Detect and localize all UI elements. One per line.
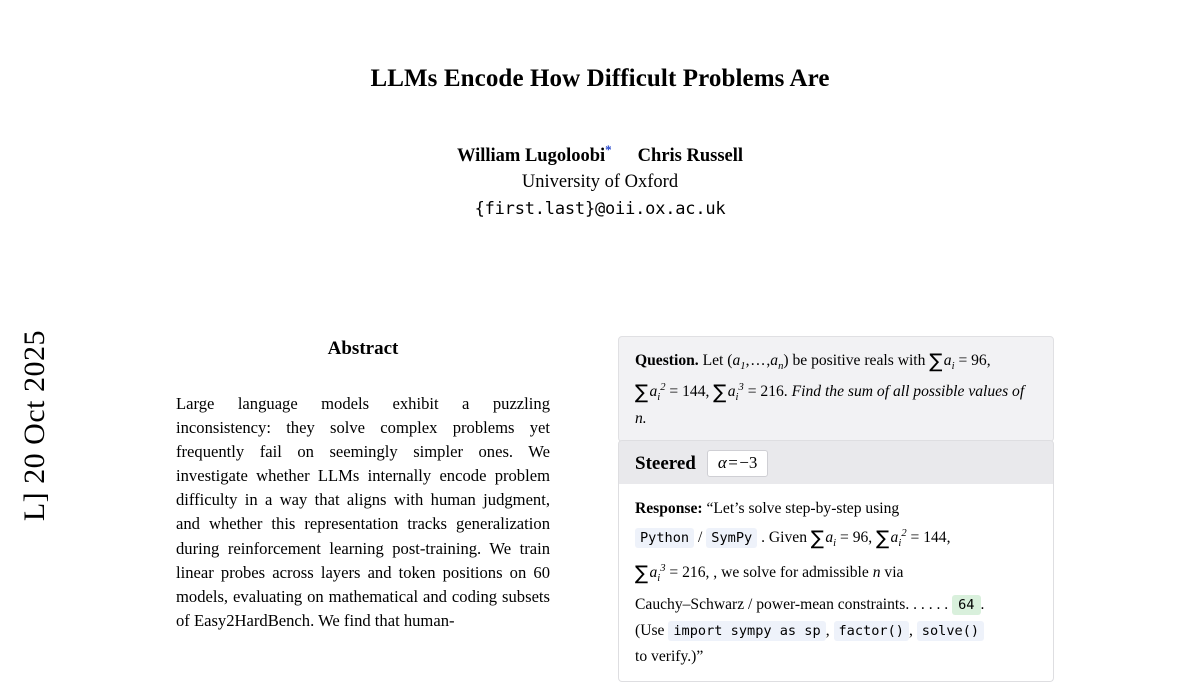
question-box: [618, 336, 1054, 442]
tool-name-python: Python: [635, 528, 694, 548]
author-name-1: William Lugoloobi: [456, 146, 606, 167]
code-comma-1: ,: [825, 621, 830, 639]
abstract-heading: Abstract: [327, 338, 399, 359]
page-title: LLMs Encode How Difficult Problems Are: [370, 64, 830, 92]
affiliation: University of Oxford: [521, 172, 679, 192]
contact-email: {first.last}@oii.ox.ac.uk: [474, 199, 726, 219]
author-footnote-marker: *: [605, 142, 612, 157]
response-line-6: to verify.)”: [635, 647, 704, 665]
response-line-3-post: via: [884, 564, 904, 582]
alpha-number: −3: [739, 453, 758, 472]
steered-header: [618, 440, 1054, 487]
response-box: [618, 484, 1054, 682]
tool-name-sympy: SymPy: [706, 528, 757, 548]
code-comma-2: ,: [908, 621, 913, 639]
question-label: Question.: [635, 352, 699, 369]
response-line-1: “Let’s solve step-by-step using: [706, 500, 900, 517]
code-solve: solve(): [917, 621, 984, 641]
alpha-value-chip: α = −3: [707, 450, 768, 477]
response-eq-2: ∑ $a_i^2 = 144$,: [876, 526, 951, 550]
author-list: [0, 142, 1200, 167]
tool-separator: /: [698, 529, 703, 547]
response-eq-3: ∑ $a_i^3 = 216$,: [635, 561, 710, 585]
alpha-symbol: α: [717, 453, 727, 472]
response-line-3: , we solve for admissible: [713, 564, 869, 582]
answer-chip: 64: [952, 595, 980, 615]
arxiv-vertical-stamp: L] 20 Oct 2025: [18, 330, 51, 522]
response-variable-n: n: [872, 564, 881, 582]
response-line-4: Cauchy–Schwarz / power-mean constraints. . . . . .: [635, 595, 949, 613]
question-task: Find the sum of all possible values of n.: [635, 383, 1025, 428]
response-eq-1: ∑ $a_i = 96$,: [810, 526, 873, 550]
question-body: Let ($a_1$, . . . $,a_n$) be positive reals with ∑ $a_i = 96$, ∑ $a_i^2 = 144$, ∑ $a_i^3 = 216$.: [635, 349, 991, 404]
author-name-2: Chris Russell: [637, 146, 744, 167]
response-label: Response:: [635, 500, 703, 517]
response-given-lead: . Given: [761, 529, 807, 547]
code-factor: factor(): [834, 621, 909, 641]
abstract-text: Large language models exhibit a puzzling inconsistency: they solve complex problems yet frequently fail on seemingly simpler ones. We investigate whether LLMs internally encode problem difficulty in a way that aligns with human judgment, and whether this representation tracks generalization during reinforcement learning post-training. We train linear probes across layers and token positions on 60 models, evaluating on mathematical and coding subsets of Easy2HardBench. We find that human-: [176, 394, 550, 630]
code-import-sympy: import sympy as sp: [668, 621, 825, 641]
steered-label: Steered: [635, 452, 696, 474]
response-line-4-end: .: [980, 595, 985, 613]
response-line-5: (Use: [635, 621, 665, 639]
